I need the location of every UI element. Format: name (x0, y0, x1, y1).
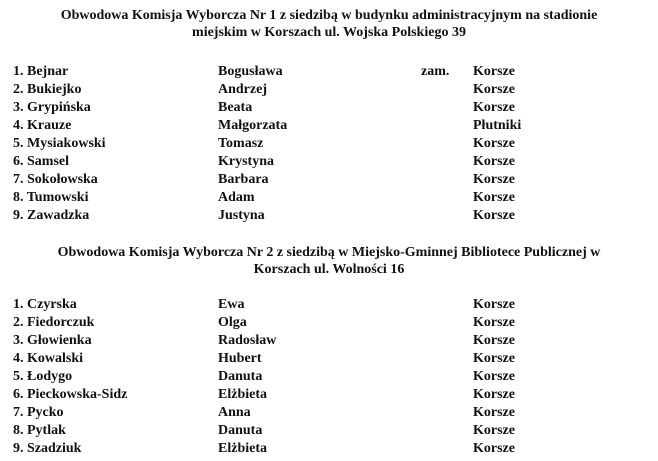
member-surname: 7. Pycko (13, 405, 64, 420)
member-city: Korsze (473, 423, 515, 438)
member-first-name: Andrzej (218, 82, 267, 97)
member-first-name: Radosław (218, 333, 277, 348)
committee-1-member-list (0, 63, 658, 225)
member-row (0, 81, 658, 99)
member-row (0, 63, 658, 81)
member-row (0, 422, 658, 440)
member-city: Korsze (473, 82, 515, 97)
member-surname: 2. Bukiejko (13, 82, 82, 97)
member-row (0, 350, 658, 368)
member-first-name: Adam (218, 190, 255, 205)
member-surname: 1. Bejnar (13, 64, 69, 79)
member-surname: 2. Fiedorczuk (13, 315, 95, 330)
member-city: Korsze (473, 333, 515, 348)
member-row (0, 153, 658, 171)
member-first-name: Beata (218, 100, 253, 115)
member-surname: 3. Grypińska (13, 100, 91, 115)
member-surname: 9. Zawadzka (13, 208, 90, 223)
member-first-name: Krystyna (218, 154, 274, 169)
member-surname: 7. Sokołowska (13, 172, 98, 187)
committee-2-heading-line-1: Obwodowa Komisja Wyborcza Nr 2 z siedzibą w Miejsko-Gminnej Bibliotece Publicznej w (57, 245, 601, 260)
member-row (0, 332, 658, 350)
member-first-name: Małgorzata (218, 118, 288, 133)
member-surname: 5. Mysiakowski (13, 136, 106, 151)
member-first-name: Anna (218, 405, 251, 420)
member-city: Korsze (473, 387, 515, 402)
member-first-name: Bogusława (218, 64, 283, 79)
committee-1-heading-line-2: miejskim w Korszach ul. Wojska Polskiego 39 (192, 25, 466, 40)
member-city: Korsze (473, 441, 515, 456)
member-row (0, 368, 658, 386)
member-surname: 8. Tumowski (13, 190, 89, 205)
member-row (0, 207, 658, 225)
member-surname: 4. Krauze (13, 118, 72, 133)
member-surname: 1. Czyrska (13, 297, 77, 312)
member-city: Płutniki (473, 118, 522, 133)
member-first-name: Olga (218, 315, 247, 330)
member-city: Korsze (473, 405, 515, 420)
member-first-name: Tomasz (218, 136, 264, 151)
member-first-name: Elżbieta (218, 441, 267, 456)
committee-1-heading (0, 7, 658, 41)
member-city: Korsze (473, 208, 515, 223)
member-row (0, 296, 658, 314)
member-surname: 3. Głowienka (13, 333, 92, 348)
member-row (0, 171, 658, 189)
member-city: Korsze (473, 172, 515, 187)
member-row (0, 440, 658, 458)
member-row (0, 99, 658, 117)
committee-2-member-list (0, 296, 658, 458)
member-surname: 4. Kowalski (13, 351, 84, 366)
committee-2-heading-line-2: Korszach ul. Wolności 16 (253, 262, 405, 277)
member-surname: 6. Pieckowska-Sidz (13, 387, 128, 402)
member-city: Korsze (473, 154, 515, 169)
member-row (0, 386, 658, 404)
member-city: Korsze (473, 190, 515, 205)
member-row (0, 314, 658, 332)
member-surname: 9. Szadziuk (13, 441, 82, 456)
member-first-name: Ewa (218, 297, 245, 312)
member-city: Korsze (473, 369, 515, 384)
committee-1-heading-line-1: Obwodowa Komisja Wyborcza Nr 1 z siedzibą w budynku administracyjnym na stadionie (60, 8, 598, 23)
member-first-name: Danuta (218, 423, 263, 438)
member-city: Korsze (473, 100, 515, 115)
member-city: Korsze (473, 297, 515, 312)
member-row (0, 404, 658, 422)
member-first-name: Elżbieta (218, 387, 267, 402)
member-address-label: zam. (421, 64, 450, 79)
member-row (0, 189, 658, 207)
member-surname: 5. Łodygo (13, 369, 73, 384)
member-surname: 6. Samsel (13, 154, 69, 169)
member-city: Korsze (473, 351, 515, 366)
committee-2-heading (0, 244, 658, 278)
member-city: Korsze (473, 136, 515, 151)
member-row (0, 117, 658, 135)
member-first-name: Barbara (218, 172, 269, 187)
member-first-name: Danuta (218, 369, 263, 384)
member-row (0, 135, 658, 153)
member-city: Korsze (473, 315, 515, 330)
member-surname: 8. Pytlak (13, 423, 66, 438)
member-first-name: Justyna (218, 208, 265, 223)
member-city: Korsze (473, 64, 515, 79)
member-first-name: Hubert (218, 351, 262, 366)
